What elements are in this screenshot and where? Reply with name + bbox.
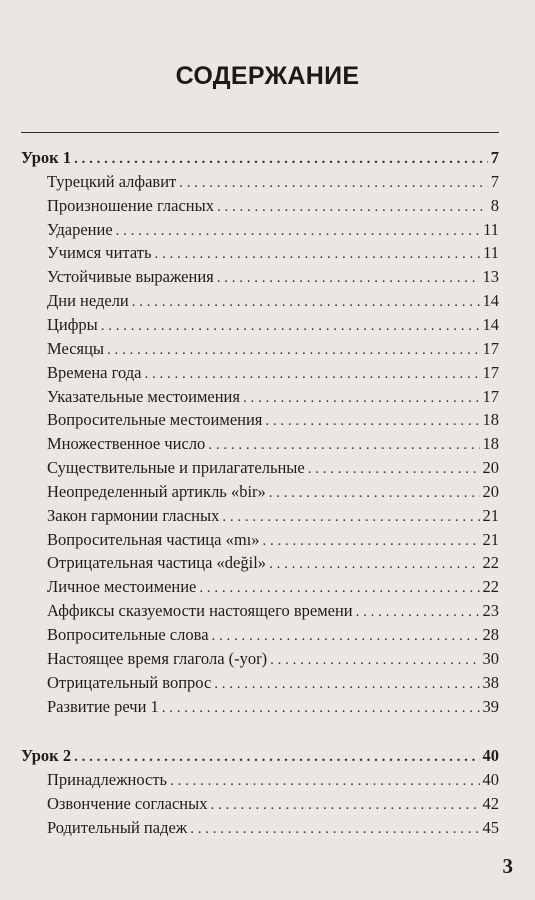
toc-entry[interactable] xyxy=(47,647,499,671)
toc-entry[interactable] xyxy=(47,792,499,816)
dot-leader xyxy=(356,600,480,624)
dot-leader xyxy=(116,219,480,243)
entry-title: Неопределенный артикль «bir» xyxy=(47,481,266,501)
entry-page: 7 xyxy=(490,171,499,191)
toc-entry[interactable] xyxy=(47,768,499,792)
entry-page: 13 xyxy=(482,267,499,287)
dot-leader xyxy=(222,505,479,529)
dot-leader xyxy=(217,266,480,290)
entry-title: Ударение xyxy=(47,219,113,239)
toc-entry[interactable] xyxy=(47,575,499,599)
dot-leader xyxy=(208,433,479,457)
toc-entry[interactable] xyxy=(47,480,499,504)
dot-leader xyxy=(210,793,479,817)
entry-title: Озвончение согласных xyxy=(47,793,208,813)
entry-page: 21 xyxy=(482,529,499,549)
toc-entry[interactable] xyxy=(47,385,499,409)
lesson-heading[interactable] xyxy=(21,146,499,170)
toc-entry[interactable] xyxy=(47,241,499,265)
entry-title: Существительные и прилагательные xyxy=(47,458,305,478)
entry-page: 17 xyxy=(482,386,499,406)
entry-title: Дни недели xyxy=(47,291,129,311)
entry-page: 21 xyxy=(482,505,499,525)
entry-page: 8 xyxy=(490,195,499,215)
entry-page: 45 xyxy=(482,817,499,837)
toc-entry[interactable] xyxy=(47,456,499,480)
entry-title: Турецкий алфавит xyxy=(47,171,177,191)
entry-title: Отрицательная частица «değil» xyxy=(47,553,267,573)
toc-entry[interactable] xyxy=(47,194,499,218)
toc-entry[interactable] xyxy=(47,551,499,575)
toc-entry[interactable] xyxy=(47,599,499,623)
toc-entry[interactable] xyxy=(47,170,499,194)
page-title: СОДЕРЖАНИЕ xyxy=(175,62,360,90)
entry-title: Закон гармонии гласных xyxy=(47,505,220,525)
toc-entry[interactable] xyxy=(47,504,499,528)
dot-leader xyxy=(214,672,479,696)
entry-title: Развитие речи 1 xyxy=(47,696,159,716)
lesson-page: 7 xyxy=(490,148,499,167)
entry-title: Месяцы xyxy=(47,338,105,358)
dot-leader xyxy=(74,147,488,171)
entry-page: 23 xyxy=(482,601,499,621)
dot-leader xyxy=(270,648,479,672)
entry-page: 17 xyxy=(482,362,499,382)
entry-page: 28 xyxy=(482,625,499,644)
entry-page: 42 xyxy=(482,793,499,813)
toc-entry[interactable] xyxy=(47,695,499,719)
dot-leader xyxy=(265,409,479,433)
entry-title: Цифры xyxy=(47,314,98,334)
toc-entry[interactable] xyxy=(47,313,499,337)
dot-leader xyxy=(132,290,480,314)
lesson-title: Урок 1 xyxy=(21,148,72,167)
entry-page: 22 xyxy=(482,577,499,597)
entry-page: 11 xyxy=(483,219,499,239)
title-rule xyxy=(21,132,499,133)
entry-title: Родительный падеж xyxy=(47,817,188,837)
dot-leader xyxy=(190,817,479,841)
entry-title: Вопросительная частица «mı» xyxy=(47,529,260,549)
entry-page: 14 xyxy=(482,291,499,311)
toc-entry[interactable] xyxy=(47,432,499,456)
entry-title: Отрицательный вопрос xyxy=(47,672,212,692)
toc-entry[interactable] xyxy=(47,289,499,313)
toc-entry[interactable] xyxy=(47,528,499,552)
dot-leader xyxy=(74,745,479,769)
entry-title: Множественное число xyxy=(47,434,206,454)
entry-page: 17 xyxy=(482,338,499,358)
entry-title: Произношение гласных xyxy=(47,195,214,215)
entry-title: Личное местоимение xyxy=(47,577,197,597)
entry-title: Указательные местоимения xyxy=(47,386,240,406)
dot-leader xyxy=(217,195,488,219)
entry-page: 39 xyxy=(482,696,499,716)
lesson-page: 40 xyxy=(482,746,499,765)
entry-page: 30 xyxy=(482,648,499,668)
page-number: 3 xyxy=(502,854,513,878)
toc-entry[interactable] xyxy=(47,218,499,242)
toc-entry[interactable] xyxy=(47,816,499,840)
dot-leader xyxy=(162,696,480,720)
entry-page: 20 xyxy=(482,481,499,501)
dot-leader xyxy=(154,242,480,266)
dot-leader xyxy=(179,171,487,195)
dot-leader xyxy=(243,386,480,410)
entry-title: Учимся читать xyxy=(47,243,152,263)
dot-leader xyxy=(144,362,479,386)
dot-leader xyxy=(269,481,480,505)
entry-title: Устойчивые выражения xyxy=(47,267,214,287)
lesson-title: Урок 2 xyxy=(21,746,72,765)
entry-title: Принадлежность xyxy=(47,769,168,789)
dot-leader xyxy=(263,529,480,553)
entry-page: 40 xyxy=(482,769,499,789)
toc-entry[interactable] xyxy=(47,265,499,289)
dot-leader xyxy=(308,457,480,481)
dot-leader xyxy=(101,314,480,338)
toc-entry[interactable] xyxy=(47,361,499,385)
lesson-heading[interactable] xyxy=(21,744,499,768)
dot-leader xyxy=(212,624,480,648)
dot-leader xyxy=(269,552,479,576)
entry-page: 18 xyxy=(482,410,499,430)
entry-page: 22 xyxy=(482,553,499,573)
dot-leader xyxy=(199,576,479,600)
entry-page: 14 xyxy=(482,314,499,334)
dot-leader xyxy=(170,769,479,793)
entry-page: 18 xyxy=(482,434,499,454)
toc-entry[interactable] xyxy=(47,623,499,647)
entry-title: Аффиксы сказуемости настоящего времени xyxy=(47,601,353,621)
entry-title: Вопросительные местоимения xyxy=(47,410,263,430)
toc-entry[interactable] xyxy=(47,671,499,695)
entry-page: 11 xyxy=(483,243,499,263)
entry-title: Вопросительные слова xyxy=(47,625,209,644)
toc-entry[interactable] xyxy=(47,408,499,432)
entry-page: 38 xyxy=(482,672,499,692)
entry-title: Времена года xyxy=(47,362,142,382)
toc-entry[interactable] xyxy=(47,337,499,361)
dot-leader xyxy=(107,338,479,362)
entry-page: 20 xyxy=(482,458,499,478)
entry-title: Настоящее время глагола (-yor) xyxy=(47,648,268,668)
